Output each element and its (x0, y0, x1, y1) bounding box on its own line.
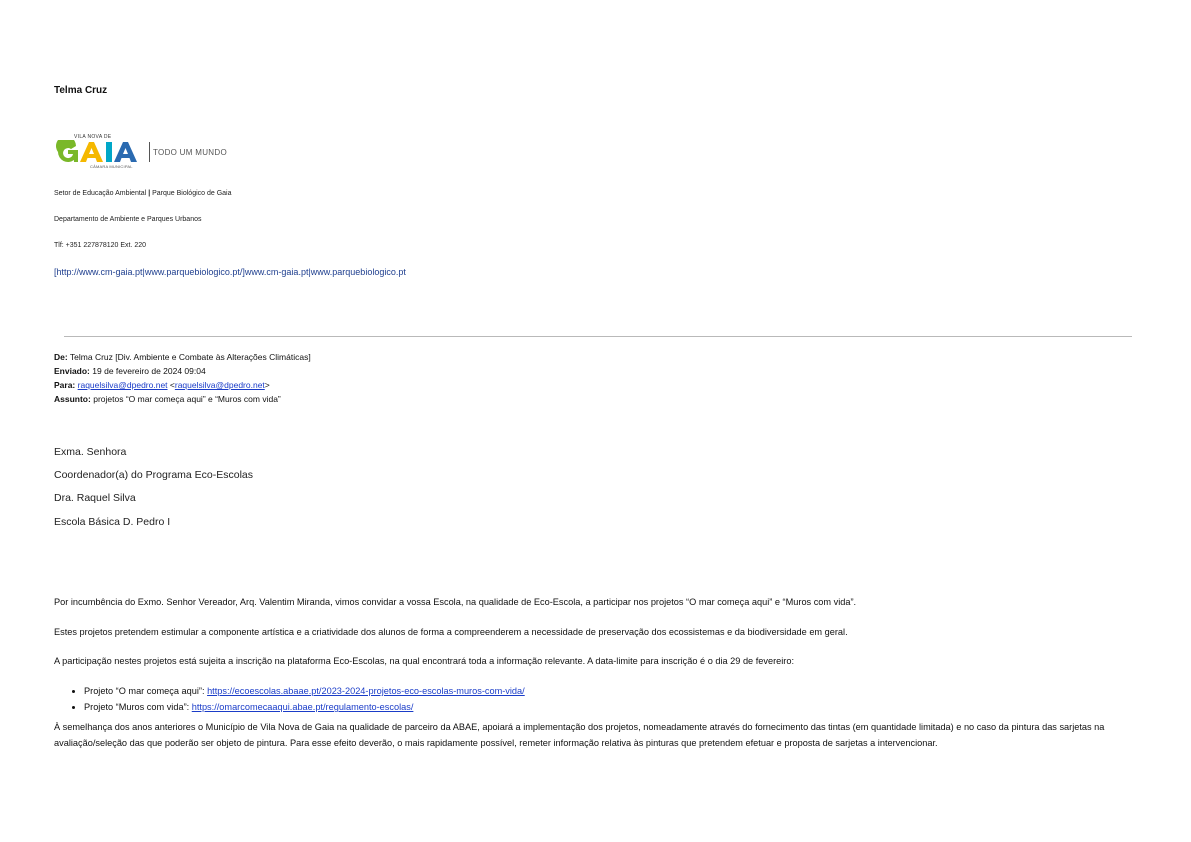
list-item (84, 699, 525, 715)
salutation-line-3: Dra. Raquel Silva (54, 492, 136, 504)
email-to-line: Para: raquelsilva@dpedro.net <raquelsilva@dpedro.net> (54, 380, 270, 390)
email-subject-label: Assunto: (54, 394, 91, 404)
signature-park: Parque Biológico de Gaia (152, 190, 232, 197)
project-label: Projeto “O mar começa aqui”: (84, 686, 208, 696)
logo-tagline: TODO UM MUNDO (153, 148, 227, 157)
project-list (70, 683, 525, 715)
body-paragraph-3: A participação nestes projetos está sujeita a inscrição na plataforma Eco-Escolas, na qual encontrará toda a informação relevante. A data-limite para inscrição é o dia 29 de fevereiro: (54, 656, 795, 666)
header-divider (64, 336, 1132, 337)
body-paragraph-1: Por incumbência do Exmo. Senhor Vereador, Arq. Valentim Miranda, vimos convidar a vossa Escola, na qualidade de Eco-Escola, a participar nos projetos “O mar começa aqui” e “Muros com vida”. (54, 597, 857, 607)
project-link[interactable]: https://ecoescolas.abaae.pt/2023-2024-projetos-eco-escolas-muros-com-vida/ (207, 686, 525, 696)
email-subject-value: projetos “O mar começa aqui” e “Muros com vida” (93, 394, 281, 404)
email-from-value: Telma Cruz [Div. Ambiente e Combate às Alterações Climáticas] (69, 352, 311, 362)
gaia-logo (54, 134, 254, 170)
logo-bottom-text: CÂMARA MUNICIPAL (90, 164, 133, 169)
signature-department: Departamento de Ambiente e Parques Urbanos (54, 216, 202, 223)
email-sent-label: Enviado: (54, 366, 90, 376)
email-to-link[interactable]: raquelsilva@dpedro.net (77, 380, 168, 390)
logo-divider (149, 142, 150, 162)
signature-url-link[interactable]: [http://www.cm-gaia.pt|www.parquebiologico.pt/]www.cm-gaia.pt|www.parquebiologico.pt (54, 267, 406, 277)
gaia-wordmark-icon (56, 140, 146, 164)
email-sent-line (54, 366, 206, 376)
salutation-line-4: Escola Básica D. Pedro I (54, 516, 171, 528)
email-from-label: De: (54, 352, 68, 362)
body-paragraph-2: Estes projetos pretendem estimular a componente artística e a criatividade dos alunos de forma a compreenderem a necessidade de preservação dos ecossistemas e da biodiversidade em geral. (54, 627, 848, 637)
logo-top-text: VILA NOVA DE (74, 134, 112, 140)
signature-sector-line (54, 190, 232, 197)
salutation-line-2: Coordenador(a) do Programa Eco-Escolas (54, 469, 254, 481)
email-to-label: Para: (54, 380, 76, 390)
signature-sector: Setor de Educação Ambiental (54, 190, 147, 197)
salutation-line-1: Exma. Senhora (54, 446, 127, 458)
body-paragraph-4: À semelhança dos anos anteriores o Município de Vila Nova de Gaia na qualidade de parceiro da ABAE, apoiará a implementação dos projetos, nomeadamente através do fornecimento das tintas (em quantidade limitada) e no caso da pintura das sarjetas na avaliação/seleção das que poderão ser objeto de pintura. Para esse efeito deverão, o mais rapidamente possível, remeter informação relativa às pinturas que pretendem efetuar e proposta de sarjetas a intervencionar. (54, 722, 1105, 748)
signature-phone: Tlf: +351 227878120 Ext. 220 (54, 242, 147, 249)
project-label: Projeto “Muros com vida”: (84, 702, 192, 712)
email-sent-value: 19 de fevereiro de 2024 09:04 (92, 366, 206, 376)
signature-separator: | (148, 190, 151, 197)
email-from-line (54, 352, 311, 362)
sender-name: Telma Cruz (54, 85, 108, 96)
list-item (84, 683, 525, 699)
email-subject-line (54, 394, 281, 404)
email-to-link-bracket[interactable]: raquelsilva@dpedro.net (174, 380, 265, 390)
project-link[interactable]: https://omarcomecaaqui.abae.pt/regulamento-escolas/ (191, 702, 414, 712)
